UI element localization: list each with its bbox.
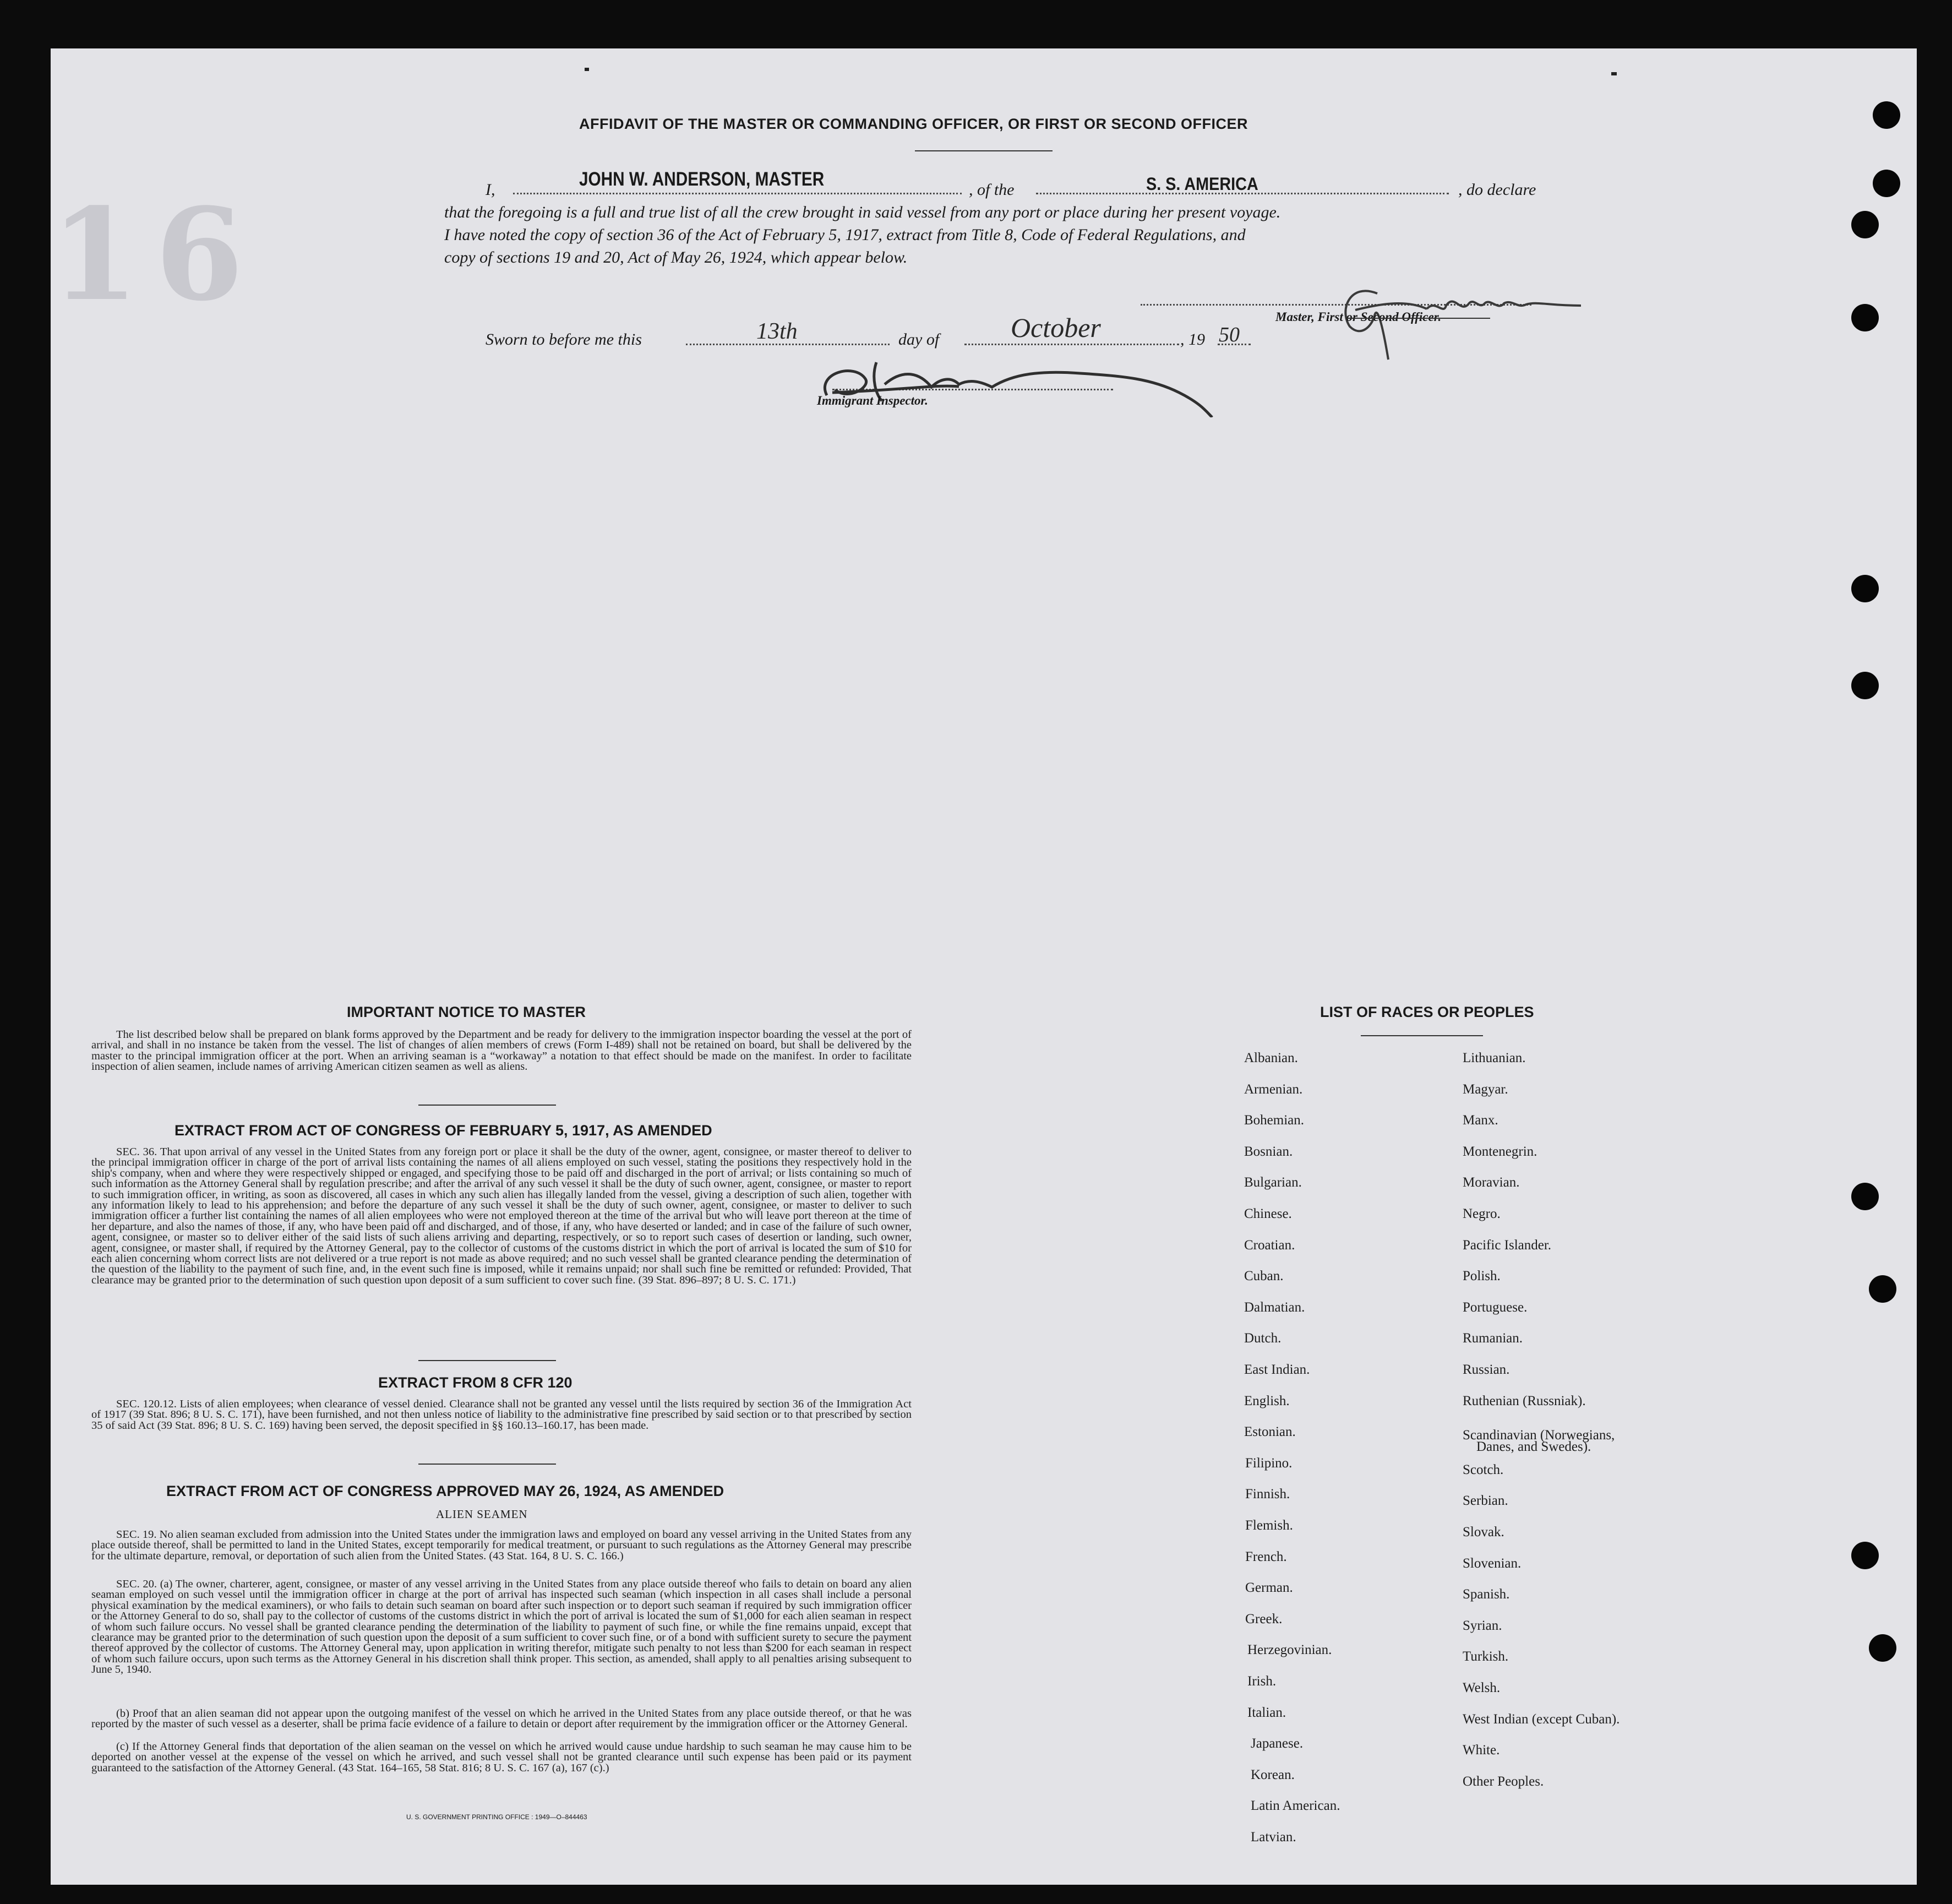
sworn-label: Sworn to before me this [486, 330, 642, 349]
do-declare-label: , do declare [1458, 181, 1536, 199]
punch-hole [1873, 101, 1900, 129]
notice-text: The list described below shall be prepared on blank forms approved by the Department and be ready for delivery to the immigration inspector boarding the vessel at the port of arrival, and shall in no instance be taken from the vessel. The list of changes of alien members of crews (Form I-489) shall not be retained on board, but shall be delivered by the master to the principal immigration officer at the port. When an arriving seaman is a “workaway” a notation to that effect should be made on the manifest. In order to facilitate inspection of alien seamen, include names of arriving American citizen seamen as well as aliens. [91, 1029, 912, 1073]
race-item: Rumanian. [1463, 1331, 1523, 1346]
punch-hole [1851, 1542, 1879, 1569]
race-item: Bulgarian. [1244, 1175, 1302, 1190]
race-item: Korean. [1251, 1767, 1295, 1782]
race-item: Welsh. [1463, 1680, 1501, 1695]
inspector-caption: Immigrant Inspector. [817, 394, 928, 407]
notice-heading: IMPORTANT NOTICE TO MASTER [347, 1004, 586, 1020]
race-item: Russian. [1463, 1362, 1510, 1377]
race-item: Bohemian. [1244, 1113, 1305, 1128]
race-item: Turkish. [1463, 1649, 1509, 1664]
race-item: Dalmatian. [1244, 1299, 1305, 1315]
race-item: Slovak. [1463, 1525, 1504, 1539]
race-item: Polish. [1463, 1269, 1501, 1284]
race-item: East Indian. [1244, 1362, 1310, 1377]
race-item: Other Peoples. [1463, 1774, 1544, 1789]
race-item: Albanian. [1244, 1051, 1298, 1065]
cfr-heading: EXTRACT FROM 8 CFR 120 [378, 1374, 572, 1391]
race-item: Moravian. [1463, 1175, 1520, 1190]
race-item: Japanese. [1251, 1736, 1304, 1751]
ghost-numeral: 16 [51, 181, 260, 329]
race-item: Greek. [1245, 1611, 1283, 1626]
master-name: JOHN W. ANDERSON, MASTER [579, 168, 825, 190]
sworn-day: 13th [756, 319, 798, 344]
strike-through [1347, 318, 1490, 319]
race-item: Magyar. [1463, 1081, 1508, 1097]
printing-office-imprint: U. S. GOVERNMENT PRINTING OFFICE : 1949—O–844463 [406, 1813, 587, 1821]
punch-hole [1851, 304, 1879, 331]
race-item: English. [1244, 1393, 1290, 1408]
sec19-text: SEC. 19. No alien seaman excluded from admission into the United States under the immigration laws and employed on board any vessel arriving in the United States from any place outside thereof, shall be permitted to land in the United States, except temporarily for medical treatment, or pursuant to such regulations as the Attorney General may prescribe for the ultimate departure, removal, or deportation of such alien from the United States. (43 Stat. 164, 8 U. S. C. 166.) [91, 1528, 912, 1562]
affidavit-line-2: I have noted the copy of section 36 of the Act of February 5, 1917, extract from Title 8, Code of Federal Regulations, and [444, 226, 1246, 244]
affidavit-line-3: copy of sections 19 and 20, Act of May 26, 1924, which appear below. [444, 248, 908, 266]
year-prefix: , 19 [1180, 330, 1205, 349]
race-item: Scotch. [1463, 1462, 1504, 1477]
race-item: Negro. [1463, 1206, 1501, 1221]
race-item: Danes, and Swedes). [1476, 1439, 1591, 1455]
race-item: Estonian. [1244, 1424, 1296, 1440]
race-item: Irish. [1247, 1674, 1277, 1689]
race-item: West Indian (except Cuban). [1463, 1711, 1620, 1727]
punch-hole [1851, 575, 1879, 602]
race-item: French. [1245, 1549, 1287, 1564]
race-item: White. [1463, 1743, 1500, 1758]
extract-1917-heading: EXTRACT FROM ACT OF CONGRESS OF FEBRUARY 5, 1917, AS AMENDED [175, 1122, 712, 1139]
notice-rule [418, 1105, 556, 1106]
race-item: Croatian. [1244, 1237, 1295, 1253]
heading-rule [915, 150, 1053, 151]
day-of-label: day of [898, 330, 940, 349]
master-name-line [513, 193, 962, 194]
race-item: Lithuanian. [1463, 1051, 1526, 1065]
cfr-rule [418, 1464, 556, 1465]
race-item: Scandinavian (Norwegians, [1463, 1428, 1615, 1443]
affidavit-line-1: that the foregoing is a full and true list of all the crew brought in said vessel from any port or place during her present voyage. [444, 203, 1281, 221]
document-page [51, 48, 1917, 1885]
race-item: Latvian. [1251, 1830, 1296, 1845]
race-item: Portuguese. [1463, 1299, 1528, 1315]
sworn-month: October [1011, 312, 1101, 343]
sec20a-text: SEC. 20. (a) The owner, charterer, agent, consignee, or master of any vessel arriving in the United States from any place outside thereof who fails to detain on board any alien seaman employed on such vessel until the immigration officer in charge at the port of arrival has inspected such seaman (which inspection in all cases shall include a personal physical examination by the medical examiners), or who fails to detain such seaman on board after such inspection or to deport such seaman if required by such immigration officer or the Attorney General to do so, shall pay to the collector of customs of the customs district in which the port of arrival is located the sum of $1,000 for each alien seaman in respect of whom such failure occurs. No vessel shall be granted clearance pending the determination of the liability to payment of such fine, or while the fine remains unpaid, except that clearance may be granted prior to the determination of such question upon the deposit of a sum sufficient to cover such fine, or of a bond with sufficient surety to secure the payment thereof approved by the collector of customs. The Attorney General may, upon application in writing therefor, mitigate such penalty to not less than $200 for each seaman in respect of whom such failure occurs, upon such terms as the Attorney General in his discretion shall think proper. This section, as amended, shall apply to all penalties arising subsequent to June 5, 1940. [91, 1578, 912, 1676]
race-item: Cuban. [1244, 1269, 1284, 1284]
extract-1924-heading: EXTRACT FROM ACT OF CONGRESS APPROVED MAY 26, 1924, AS AMENDED [166, 1483, 724, 1499]
punch-hole [1869, 1634, 1896, 1662]
punch-hole [1869, 1275, 1896, 1303]
race-item: Manx. [1463, 1113, 1498, 1128]
extract-1917-text: SEC. 36. That upon arrival of any vessel in the United States from any foreign port or place it shall be the duty of the owner, agent, consignee, or master thereof to deliver to the principal immigration officer in charge of the port of arrival lists containing the names of all aliens employed on such vessel, stating the positions they respectively hold in the ship's company, when and where they were respectively shipped or engaged, and specifying those to be paid off and discharged in the port of arrival; or lists containing so much of such information as the Attorney General shall by regulation prescribe; and after the arrival of any such vessel it shall be the duty of such owner, agent, consignee, or master to report to such immigration officer, in writing, as soon as discovered, all cases in which any such alien has illegally landed from the vessel, giving a description of such alien, together with any information likely to lead to his apprehension; and before the departure of any such vessel it shall be the duty of such owner, agent, consignee, or master to deliver to such immigration officer a further list containing the names of all alien employees who were not employed thereon at the time of the arrival but who will leave port thereon at the time of her departure, and also the names of those, if any, who have been paid off and discharged, and of those, if any, who have deserted or landed; and in case of the failure of such owner, agent, consignee, or master so to deliver either of the said lists of such aliens arriving and departing, respectively, or so to report such cases of desertion or landing, such owner, agent, consignee, or master shall, if required by the Attorney General, pay to the collector of customs of the customs district in which the port of arrival is located the sum of $10 for each alien concerning whom correct lists are not delivered or a true report is not made as above required; and no such vessel shall be granted clearance pending the determination of the question of the liability to the payment of such fine, and, in the event such fine is imposed, while it remains unpaid; nor shall such fine be remitted or refunded: Provided, That clearance may be granted prior to the determination of such question upon deposit of a sum sufficient to cover such fine. (39 Stat. 896–897; 8 U. S. C. 171.) [91, 1146, 912, 1286]
punch-hole [1851, 211, 1879, 238]
alien-seamen-subheading: ALIEN SEAMEN [436, 1508, 528, 1521]
affidavit-heading: AFFIDAVIT OF THE MASTER OR COMMANDING OFFICER, OR FIRST OR SECOND OFFICER [579, 116, 1248, 132]
master-signature-caption: Master, First or Second Officer. [1275, 310, 1442, 324]
vessel-name: S. S. AMERICA [1146, 174, 1258, 194]
race-item: Montenegrin. [1463, 1144, 1537, 1159]
race-item: Finnish. [1245, 1487, 1290, 1502]
race-item: Flemish. [1245, 1518, 1293, 1533]
races-heading: LIST OF RACES OR PEOPLES [1320, 1004, 1534, 1020]
race-item: Ruthenian (Russniak). [1463, 1393, 1586, 1408]
sec20c-text: (c) If the Attorney General finds that deportation of the alien seaman on the vessel on which he arrived would cause undue hardship to such seaman he may cause him to be deported on another vessel at the expense of the vessel on which he arrived, and such vessel shall not be granted clearance until such expense has been paid or its payment guaranteed to the satisfaction of the Attorney General. (43 Stat. 164–165, 58 Stat. 816; 8 U. S. C. 167 (a), 167 (c).) [91, 1740, 912, 1774]
race-item: Spanish. [1463, 1587, 1510, 1602]
year-suffix: 50 [1219, 323, 1240, 346]
punch-hole [1851, 672, 1879, 699]
race-item: Armenian. [1244, 1081, 1303, 1097]
race-item: Slovenian. [1463, 1555, 1522, 1571]
extract-1917-rule [418, 1360, 556, 1361]
race-item: Dutch. [1244, 1331, 1282, 1346]
races-rule [1361, 1035, 1483, 1036]
race-item: Chinese. [1244, 1206, 1292, 1221]
race-item: Pacific Islander. [1463, 1237, 1552, 1253]
race-item: Syrian. [1463, 1618, 1502, 1633]
race-item: Bosnian. [1244, 1144, 1293, 1159]
race-item: Latin American. [1251, 1798, 1340, 1814]
of-the-label: , of the [969, 181, 1015, 199]
master-signature [1295, 244, 1581, 365]
race-item: Filipino. [1245, 1455, 1293, 1471]
race-item: Herzegovinian. [1247, 1642, 1332, 1658]
punch-hole [1873, 170, 1900, 197]
affidavit-i: I, [486, 181, 495, 199]
stray-mark [1611, 72, 1617, 75]
race-item: German. [1245, 1580, 1293, 1596]
race-item: Serbian. [1463, 1493, 1508, 1509]
punch-hole [1851, 1183, 1879, 1210]
race-item: Italian. [1247, 1705, 1286, 1720]
cfr-text: SEC. 120.12. Lists of alien employees; when clearance of vessel denied. Clearance shall not be granted any vessel until the lists required by section 36 of the Immigration Act of 1917 (39 Stat. 896; 8 U. S. C. 171), have been furnished, and not then unless notice of liability to the administrative fine prescribed by said section or to that prescribed by section 35 of said Act (39 Stat. 896; 8 U. S. C. 169) having been served, the deposit specified in §§ 160.13–160.17, has been made. [91, 1398, 912, 1432]
stray-mark [585, 68, 589, 71]
sec20b-text: (b) Proof that an alien seaman did not appear upon the outgoing manifest of the vessel on which he arrived in the United States from any place outside thereof, or that he was reported by the master of such vessel as a deserter, shall be prima facie evidence of a failure to detain or deport after requirement by the immigration officer or the Attorney General. [91, 1707, 912, 1731]
